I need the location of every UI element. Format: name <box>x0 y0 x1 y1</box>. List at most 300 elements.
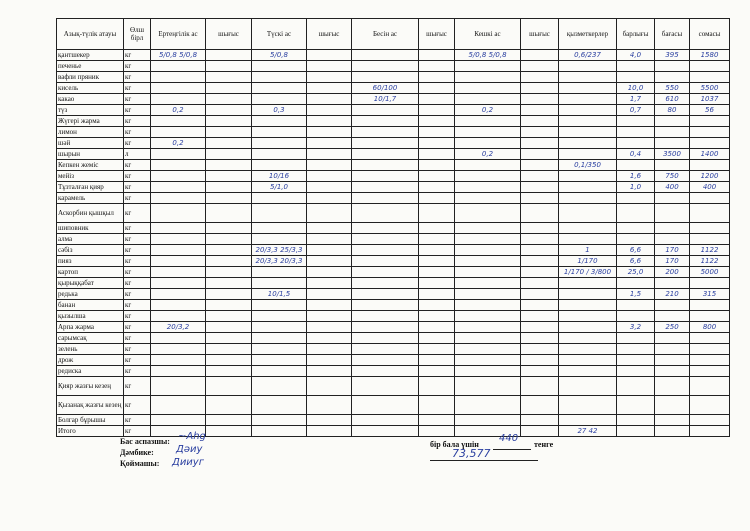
cell-product: Болгар бұрышы <box>57 415 124 426</box>
cell-product: карамель <box>57 193 124 204</box>
cell-snack <box>352 426 419 437</box>
cell-unit: кг <box>124 289 151 300</box>
table-row <box>57 204 730 223</box>
table-row <box>57 278 730 289</box>
cell-unit: кг <box>124 204 151 223</box>
cell-breakfast-yield <box>206 256 252 267</box>
cell-dinner-yield <box>521 300 559 311</box>
cell-price: 610 <box>655 94 690 105</box>
table-row <box>57 256 730 267</box>
cell-lunch-yield <box>307 61 352 72</box>
cell-dinner-yield <box>521 267 559 278</box>
cell-lunch-yield <box>307 278 352 289</box>
cell-snack <box>352 171 419 182</box>
cell-dinner <box>455 116 521 127</box>
cell-dinner-yield <box>521 415 559 426</box>
cell-price <box>655 127 690 138</box>
cell-sum <box>690 223 730 234</box>
cell-snack-yield <box>419 278 455 289</box>
cell-lunch: 5/0,8 <box>252 50 307 61</box>
cell-breakfast: 0,2 <box>151 138 206 149</box>
cell-dinner-yield <box>521 204 559 223</box>
cell-dinner-yield <box>521 94 559 105</box>
cell-sum <box>690 415 730 426</box>
cell-staff <box>559 105 617 116</box>
table-row <box>57 138 730 149</box>
cell-unit: кг <box>124 61 151 72</box>
cell-product: какао <box>57 94 124 105</box>
cell-dinner-yield <box>521 377 559 396</box>
table-row <box>57 415 730 426</box>
cell-snack <box>352 138 419 149</box>
cell-staff: 0,1/350 <box>559 160 617 171</box>
cell-lunch-yield <box>307 138 352 149</box>
cell-sum: 5500 <box>690 83 730 94</box>
cell-total <box>617 204 655 223</box>
table-header-row <box>57 19 730 50</box>
cell-dinner-yield <box>521 138 559 149</box>
cell-lunch-yield <box>307 223 352 234</box>
cell-dinner-yield <box>521 333 559 344</box>
cell-breakfast-yield <box>206 415 252 426</box>
cell-sum <box>690 116 730 127</box>
cell-unit: кг <box>124 138 151 149</box>
cell-dinner <box>455 245 521 256</box>
cell-dinner-yield <box>521 396 559 415</box>
cell-price: 395 <box>655 50 690 61</box>
cell-lunch: 5/1,0 <box>252 182 307 193</box>
cell-price: 3500 <box>655 149 690 160</box>
cell-lunch <box>252 355 307 366</box>
cell-breakfast <box>151 311 206 322</box>
cell-breakfast <box>151 366 206 377</box>
cell-lunch-yield <box>307 245 352 256</box>
cell-dinner-yield <box>521 61 559 72</box>
cell-total <box>617 278 655 289</box>
cell-breakfast <box>151 149 206 160</box>
cell-price <box>655 204 690 223</box>
header-price: бағасы <box>655 19 690 50</box>
cell-product: Аскорбин қышқыл <box>57 204 124 223</box>
table-row <box>57 50 730 61</box>
cell-product: қызылша <box>57 311 124 322</box>
cell-lunch: 20/3,3 20/3,3 <box>252 256 307 267</box>
cell-staff <box>559 127 617 138</box>
cell-staff <box>559 234 617 245</box>
cell-price: 750 <box>655 171 690 182</box>
cell-product: сәбіз <box>57 245 124 256</box>
cell-breakfast <box>151 333 206 344</box>
cell-price <box>655 193 690 204</box>
cell-snack <box>352 160 419 171</box>
cell-price: 550 <box>655 83 690 94</box>
cell-product: пияз <box>57 256 124 267</box>
cell-snack <box>352 355 419 366</box>
cell-lunch <box>252 396 307 415</box>
cell-dinner-yield <box>521 193 559 204</box>
cell-dinner <box>455 83 521 94</box>
cell-breakfast-yield <box>206 267 252 278</box>
cell-staff: 1/170 <box>559 256 617 267</box>
cell-dinner-yield <box>521 116 559 127</box>
cell-breakfast <box>151 223 206 234</box>
cell-snack: 10/1,7 <box>352 94 419 105</box>
cell-lunch <box>252 333 307 344</box>
cell-lunch: 10/16 <box>252 171 307 182</box>
cell-product: Қызанақ жазғы кезең <box>57 396 124 415</box>
cell-lunch-yield <box>307 366 352 377</box>
cell-snack-yield <box>419 426 455 437</box>
cell-product: картоп <box>57 267 124 278</box>
cell-dinner <box>455 396 521 415</box>
cell-snack-yield <box>419 300 455 311</box>
cell-product: банан <box>57 300 124 311</box>
cell-snack <box>352 396 419 415</box>
cell-unit: кг <box>124 83 151 94</box>
cell-snack-yield <box>419 193 455 204</box>
cell-sum: 800 <box>690 322 730 333</box>
header-yield-lunch: шығыс <box>307 19 352 50</box>
cell-dinner <box>455 289 521 300</box>
cell-lunch: 10/1,5 <box>252 289 307 300</box>
header-product: Азық-түлік атауы <box>57 19 124 50</box>
cell-dinner <box>455 322 521 333</box>
header-breakfast: Ертеңгілік ас <box>151 19 206 50</box>
cell-sum <box>690 193 730 204</box>
cell-product: Арпа жарма <box>57 322 124 333</box>
cell-unit: кг <box>124 278 151 289</box>
cell-dinner <box>455 355 521 366</box>
cell-dinner <box>455 127 521 138</box>
cell-lunch <box>252 116 307 127</box>
cell-total <box>617 344 655 355</box>
cell-unit: кг <box>124 116 151 127</box>
cell-breakfast <box>151 245 206 256</box>
cell-sum: 56 <box>690 105 730 116</box>
cell-dinner-yield <box>521 256 559 267</box>
cell-unit: кг <box>124 160 151 171</box>
cell-dinner <box>455 204 521 223</box>
cell-lunch-yield <box>307 149 352 160</box>
cell-lunch-yield <box>307 116 352 127</box>
cell-lunch <box>252 193 307 204</box>
currency-label: тенге <box>534 440 554 449</box>
cell-price <box>655 138 690 149</box>
header-sum: сомасы <box>690 19 730 50</box>
cell-dinner-yield <box>521 245 559 256</box>
cell-dinner: 5/0,8 5/0,8 <box>455 50 521 61</box>
cell-sum: 400 <box>690 182 730 193</box>
cell-product: сарымсақ <box>57 333 124 344</box>
cell-snack <box>352 127 419 138</box>
cell-price <box>655 377 690 396</box>
cell-sum <box>690 311 730 322</box>
cell-breakfast-yield <box>206 193 252 204</box>
cell-dinner <box>455 94 521 105</box>
cell-unit: кг <box>124 377 151 396</box>
cell-unit: кг <box>124 267 151 278</box>
cell-staff <box>559 289 617 300</box>
cell-dinner-yield <box>521 278 559 289</box>
cell-breakfast <box>151 94 206 105</box>
cell-total: 1,5 <box>617 289 655 300</box>
cell-sum <box>690 366 730 377</box>
table-row <box>57 94 730 105</box>
supervisor-label: Дәмбике: <box>120 448 154 457</box>
cell-dinner-yield <box>521 72 559 83</box>
cell-product: шырын <box>57 149 124 160</box>
cell-price: 400 <box>655 182 690 193</box>
cell-total <box>617 127 655 138</box>
table-row <box>57 377 730 396</box>
cell-dinner <box>455 333 521 344</box>
cell-total <box>617 138 655 149</box>
cell-sum <box>690 278 730 289</box>
table-row <box>57 311 730 322</box>
cell-lunch <box>252 377 307 396</box>
cell-dinner <box>455 344 521 355</box>
cell-total: 1,0 <box>617 182 655 193</box>
cell-unit: кг <box>124 171 151 182</box>
cell-dinner-yield <box>521 149 559 160</box>
cell-total: 6,6 <box>617 256 655 267</box>
cell-breakfast-yield <box>206 355 252 366</box>
cell-unit: кг <box>124 333 151 344</box>
cell-unit: кг <box>124 245 151 256</box>
cell-unit: кг <box>124 355 151 366</box>
table-row <box>57 333 730 344</box>
cell-breakfast-yield <box>206 344 252 355</box>
per-child-value: 440 <box>499 433 519 444</box>
cell-lunch-yield <box>307 426 352 437</box>
menu-requirement-table <box>56 18 730 437</box>
table-row <box>57 61 730 72</box>
chef-signature: ~Ahg <box>178 431 206 442</box>
cell-dinner-yield <box>521 311 559 322</box>
cell-breakfast <box>151 278 206 289</box>
header-yield-dinner: шығыс <box>521 19 559 50</box>
cell-snack-yield <box>419 204 455 223</box>
cell-snack <box>352 333 419 344</box>
cell-product: мейіз <box>57 171 124 182</box>
cell-total: 0,7 <box>617 105 655 116</box>
cell-staff <box>559 396 617 415</box>
cell-dinner-yield <box>521 366 559 377</box>
cell-breakfast-yield <box>206 223 252 234</box>
cell-price <box>655 415 690 426</box>
cell-breakfast: 0,2 <box>151 105 206 116</box>
cell-lunch <box>252 61 307 72</box>
cell-staff <box>559 366 617 377</box>
cell-staff <box>559 116 617 127</box>
cell-lunch-yield <box>307 160 352 171</box>
cell-snack <box>352 61 419 72</box>
cell-staff <box>559 311 617 322</box>
per-child-label: бір бала үшін <box>430 440 479 449</box>
cell-breakfast-yield <box>206 311 252 322</box>
cell-staff <box>559 355 617 366</box>
table-row <box>57 267 730 278</box>
cell-dinner-yield <box>521 426 559 437</box>
storekeeper-signature: Дииуг <box>172 457 204 468</box>
cell-product: алма <box>57 234 124 245</box>
cell-snack-yield <box>419 245 455 256</box>
cell-lunch <box>252 223 307 234</box>
cell-lunch-yield <box>307 50 352 61</box>
table-row <box>57 234 730 245</box>
header-lunch: Түскі ас <box>252 19 307 50</box>
cell-snack-yield <box>419 149 455 160</box>
cell-total <box>617 234 655 245</box>
cell-breakfast-yield <box>206 72 252 83</box>
cell-product: Кепкен жеміс <box>57 160 124 171</box>
table-row <box>57 193 730 204</box>
cell-snack <box>352 311 419 322</box>
table-row <box>57 116 730 127</box>
cell-total <box>617 333 655 344</box>
cell-snack-yield <box>419 223 455 234</box>
cell-snack-yield <box>419 415 455 426</box>
cell-unit: кг <box>124 182 151 193</box>
cell-dinner-yield <box>521 182 559 193</box>
cell-dinner <box>455 171 521 182</box>
table-row <box>57 344 730 355</box>
cell-sum <box>690 72 730 83</box>
cell-price <box>655 61 690 72</box>
table-row <box>57 426 730 437</box>
cell-sum <box>690 355 730 366</box>
cell-lunch <box>252 426 307 437</box>
cell-breakfast <box>151 344 206 355</box>
cell-price: 170 <box>655 256 690 267</box>
cell-dinner <box>455 234 521 245</box>
table-row <box>57 171 730 182</box>
cell-staff <box>559 149 617 160</box>
cell-breakfast-yield <box>206 61 252 72</box>
cell-snack <box>352 289 419 300</box>
cell-breakfast-yield <box>206 245 252 256</box>
cell-total: 10,0 <box>617 83 655 94</box>
cell-unit: кг <box>124 94 151 105</box>
cell-lunch <box>252 344 307 355</box>
cell-snack <box>352 322 419 333</box>
table-row <box>57 223 730 234</box>
cell-dinner-yield <box>521 105 559 116</box>
cell-lunch: 0,3 <box>252 105 307 116</box>
cell-total <box>617 72 655 83</box>
header-unit: Өлш бірл <box>124 19 151 50</box>
cell-product: Қияр жазғы кезең <box>57 377 124 396</box>
cell-unit: кг <box>124 344 151 355</box>
cell-snack: 60/100 <box>352 83 419 94</box>
cell-snack <box>352 256 419 267</box>
cell-price <box>655 366 690 377</box>
cell-staff <box>559 322 617 333</box>
cell-breakfast-yield <box>206 149 252 160</box>
cell-snack-yield <box>419 355 455 366</box>
cell-price <box>655 278 690 289</box>
cell-staff <box>559 138 617 149</box>
cell-snack <box>352 278 419 289</box>
cell-total: 6,6 <box>617 245 655 256</box>
cell-lunch <box>252 366 307 377</box>
cell-price <box>655 223 690 234</box>
cell-sum <box>690 377 730 396</box>
cell-lunch-yield <box>307 256 352 267</box>
cell-breakfast-yield <box>206 182 252 193</box>
cell-unit: кг <box>124 396 151 415</box>
cell-snack <box>352 182 419 193</box>
cell-breakfast-yield <box>206 204 252 223</box>
supervisor-signature: Дәиу <box>176 444 203 455</box>
cell-dinner-yield <box>521 223 559 234</box>
cell-lunch-yield <box>307 193 352 204</box>
cell-lunch <box>252 138 307 149</box>
cell-breakfast <box>151 204 206 223</box>
cell-snack-yield <box>419 138 455 149</box>
cell-lunch <box>252 149 307 160</box>
cell-breakfast <box>151 160 206 171</box>
cell-unit: кг <box>124 300 151 311</box>
cell-lunch-yield <box>307 72 352 83</box>
table-row <box>57 72 730 83</box>
cell-breakfast-yield <box>206 377 252 396</box>
cell-snack-yield <box>419 127 455 138</box>
cell-staff <box>559 193 617 204</box>
cell-snack-yield <box>419 377 455 396</box>
cell-price: 200 <box>655 267 690 278</box>
cell-sum: 1400 <box>690 149 730 160</box>
cell-unit: кг <box>124 366 151 377</box>
table-row <box>57 245 730 256</box>
cell-breakfast <box>151 127 206 138</box>
cell-total <box>617 377 655 396</box>
cell-lunch <box>252 278 307 289</box>
cell-product: вафли пряник <box>57 72 124 83</box>
cell-total <box>617 426 655 437</box>
cell-breakfast <box>151 256 206 267</box>
cell-unit: кг <box>124 105 151 116</box>
cell-lunch <box>252 415 307 426</box>
cell-unit: кг <box>124 234 151 245</box>
cell-staff <box>559 377 617 396</box>
cell-snack-yield <box>419 234 455 245</box>
table-row <box>57 83 730 94</box>
header-total: барлығы <box>617 19 655 50</box>
cell-dinner-yield <box>521 171 559 182</box>
cell-product: шиповник <box>57 223 124 234</box>
cell-price <box>655 426 690 437</box>
cell-dinner <box>455 300 521 311</box>
cell-total <box>617 61 655 72</box>
cell-product: дрож <box>57 355 124 366</box>
cell-snack-yield <box>419 333 455 344</box>
cell-total: 1,7 <box>617 94 655 105</box>
cell-staff <box>559 61 617 72</box>
cell-sum <box>690 333 730 344</box>
cell-dinner: 0,2 <box>455 149 521 160</box>
cell-dinner <box>455 377 521 396</box>
cell-breakfast <box>151 415 206 426</box>
cell-lunch-yield <box>307 94 352 105</box>
cell-snack <box>352 105 419 116</box>
cell-price <box>655 355 690 366</box>
cell-dinner <box>455 267 521 278</box>
cell-breakfast-yield <box>206 127 252 138</box>
cell-sum: 1122 <box>690 245 730 256</box>
cell-sum <box>690 396 730 415</box>
cell-snack-yield <box>419 322 455 333</box>
